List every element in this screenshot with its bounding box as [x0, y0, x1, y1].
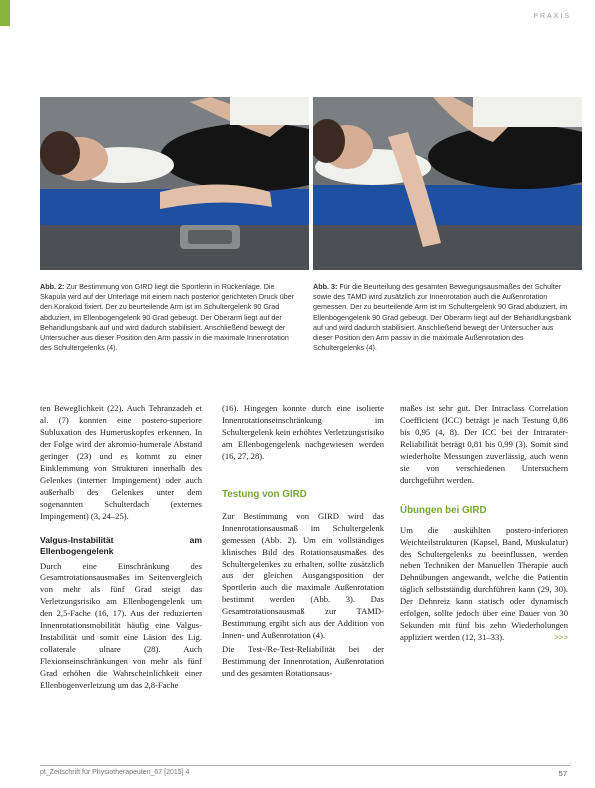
figure-2-photo [40, 97, 309, 270]
running-head: PRAXIS [533, 13, 571, 20]
paragraph: Die Test-/Re-Test-Reliabilität bei der Bestimmung der Innenrotation, Außenrotation und des gesamten Rotationsaus- [222, 644, 384, 679]
paragraph: (16). Hingegen konnte durch eine isolierte Innenrotationseinschränkung im Schultergelenk kein erhöhtes Verletzungsrisiko am Ellenbogengelenk nachgewiesen werden (16, 27, 28). [222, 403, 384, 461]
text-column-3 [400, 403, 568, 646]
section-heading: Valgus-Instabilität am Ellenbogengelenk [40, 534, 202, 556]
paragraph: Zur Bestimmung von GIRD wird das Innenrotationsausmaß im Schultergelenk gemessen (Abb. 2). Um ein vollständiges klinisches Bild des Rotationsausmaßes des Schultergelenkes zu erhalten, sollte zusätzlich aus der gleichen Ausgangsposition der Sportlerin auch die maximale Außenrotation bestimmt werden (Abb. 3). Das Gesamtrotationsausmaß zur TAMD-Bestimmung ergibt sich aus der Addition von Innen- und Außenrotation (4). [222, 510, 384, 641]
paragraph: Durch eine Einschränkung des Gesamtrotationsausmaßes im Seitenvergleich von mehr als fünf Grad steigt das Verletzungsrisiko am Ellenbogengelenk um den 2,5-Fache (16, 17). Aus der reduzierten Innenrotationsmobilität häufig eine Valgus-Instabilität und somit eine Läsion des Lig. collaterale ulnare (28). Auch Flexionseinschränkungen von mehr als fünf Grad erhöhen die Wahrscheinlichkeit einer Ellenbogenverletzung um das 2,8-Fache [40, 560, 202, 691]
caption-label: Abb. 2: [40, 282, 65, 291]
accent-strip [0, 0, 10, 26]
caption-text: Zur Bestimmung von GIRD liegt die Sportlerin in Rückenlage. Die Skapula wird auf der Unterlage mit einem nach posterior gerichteten Druck über den Korakoid fixiert. Der zu beurteilende Arm ist im Schultergelenk 90 Grad abduziert, im Ellenbogengelenk 90 Grad gebeugt. Der Oberarm liegt auf der Behandlungsbank auf und wird dadurch stabilisiert. Anschließend bewegt der Untersucher aus dieser Position den Arm passiv in die maximale Innenrotation des Schultergelenks (4). [40, 282, 295, 353]
page-number: 57 [558, 769, 567, 778]
section-heading: Testung von GIRD [222, 488, 307, 500]
paragraph [400, 525, 568, 645]
paragraph: maßes ist sehr gut. Der Intraclass Correlation Coefficient (ICC) beträgt je nach Testung 0,86 bis 0,95 (4, 8). Der ICC bei der Intrarater-Reliabilität beträgt 0,81 bis 0,99 (3). Somit sind wiederholte Messungen zuverlässig, auch wenn sie von verschiedenen Untersuchern durchgeführt werden. [400, 403, 568, 485]
top-band [0, 0, 595, 26]
figure-3-photo [313, 97, 582, 270]
section-heading: Übungen bei GIRD [400, 504, 487, 516]
footer-rule [40, 765, 570, 766]
paragraph-text: Um die auskühlten postero-inferioren Weichteilstrukturen (Kapsel, Band, Muskulatur) des Schultergelenks zu beeinflussen, werden neben Techniken der Manuellen Therapie auch Dehnübungen angewandt, welche die Patientin täglich selbstständig durchführen kann (29, 30). Der Dehnreiz kann statisch oder dynamisch erfolgen, sollte jedoch über eine Dauer von 30 Sekunden mit fünf bis zehn Wiederholungen appliziert werden (12, 31–33). [400, 524, 568, 643]
text-column-1 [40, 403, 202, 694]
table-pad [313, 185, 582, 229]
text-column-2 [222, 403, 384, 682]
continue-marker: >>> [553, 633, 568, 643]
figure-2-caption [40, 282, 302, 353]
paragraph: ten Beweglichkeit (22). Auch Tehranzadeh et al. (7) konnten eine postero-superiore Subluxation des Humeruskopfes erkennen. In der Folge wird der akromio-humerale Abstand geringer (23) und es kommt zu einer Einklemmung von Strukturen innerhalb des Gelenkes (interner Impingement) oder auch außerhalb des Gelenkes unter dem sogenannten Schulterdach (externes Impingement) (3, 24–25). [40, 403, 202, 521]
figure-3-caption [313, 282, 575, 353]
journal-footer: pt_Zeitschrift für Physiotherapeuten_67 [2015] 4 [40, 769, 190, 776]
caption-text: Für die Beurteilung des gesamten Bewegungsausmaßes der Schulter sowie des TAMD wird zusätzlich zur Innenrotation auch die Außenrotation gemessen. Der zu beurteilende Arm ist im Schultergelenk 90 Grad abduziert, im Ellenbogengelenk 90 Grad gebeugt. Der Oberarm liegt auf der Behandlungsbank auf und wird dadurch stabilisiert. Anschließend bewegt der Untersucher aus dieser Position den Arm passiv in die maximale Außenrotation des Schultergelenks (4). [313, 282, 572, 353]
caption-label: Abb. 3: [313, 282, 338, 291]
